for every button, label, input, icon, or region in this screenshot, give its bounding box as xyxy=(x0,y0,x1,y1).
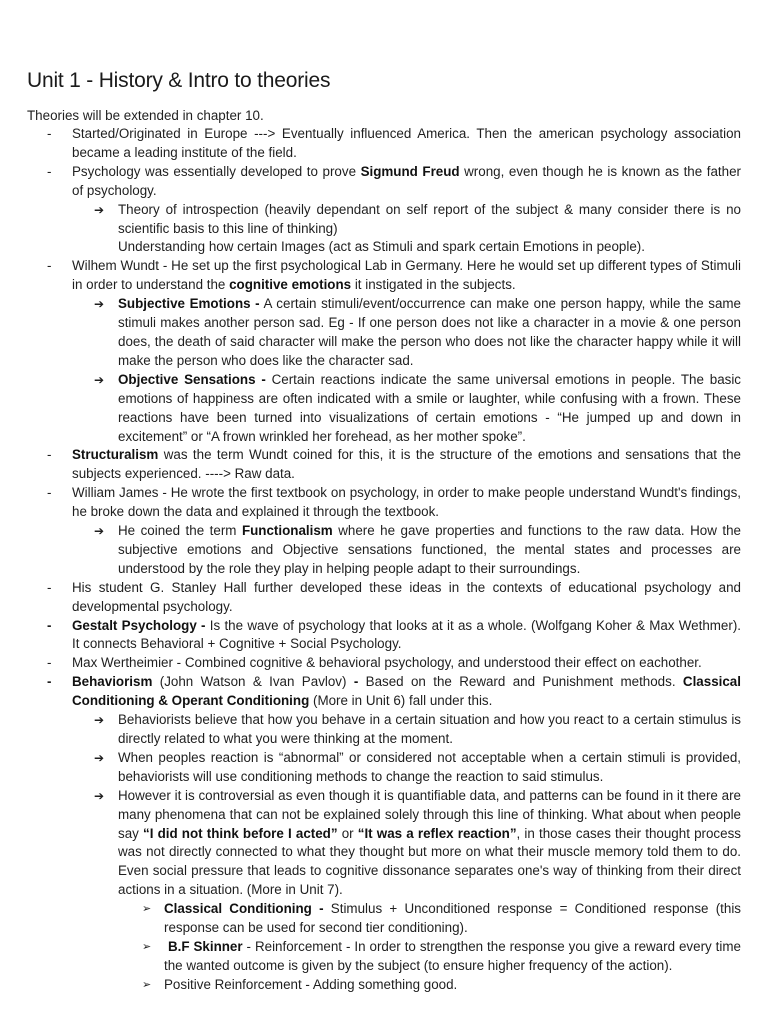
item-text: Max Wertheimier - Combined cognitive & behavioral psychology, and understood their effect on eachother. xyxy=(72,655,702,671)
dash-bullet-icon: - xyxy=(47,447,52,463)
dash-bullet-icon: - xyxy=(47,674,52,690)
bold-term: Functionalism xyxy=(241,523,333,539)
sub-item-behaviorists-believe xyxy=(72,711,741,749)
bold-term: Classical Conditioning & Operant Conditioning xyxy=(72,674,741,709)
dash-bullet-icon: - xyxy=(47,163,52,179)
list-item-wertheimier xyxy=(27,654,741,673)
arrow-bullet-icon: ➔ xyxy=(94,788,105,803)
item-text: Started/Originated in Europe ---> Eventually influenced America. Then the american psychology association became a leading institute of the field. xyxy=(72,126,741,160)
bold-term: - xyxy=(353,674,359,690)
continuation-text: Understanding how certain Images (act as Stimuli and spark certain Emotions in people). xyxy=(118,239,645,255)
item-text: or xyxy=(337,825,358,841)
sub-sub-item-classical-conditioning xyxy=(118,900,741,938)
item-text: He coined the term xyxy=(118,523,242,539)
item-text: (John Watson & Ivan Pavlov) xyxy=(152,674,354,690)
arrow-bullet-icon: ➔ xyxy=(94,713,105,728)
sub-list xyxy=(72,201,741,258)
arrow-bullet-icon: ➔ xyxy=(94,202,105,217)
item-text: Wilhem Wundt - He set up the first psychological Lab in Germany. Here he would set up different types of Stimuli in order to understand the xyxy=(72,258,741,293)
sub-sub-item-bf-skinner xyxy=(118,938,741,976)
item-text: Positive Reinforcement - Adding something good. xyxy=(164,976,458,992)
main-list xyxy=(27,125,741,995)
item-text: (More in Unit 6) fall under this. xyxy=(309,693,493,709)
dash-bullet-icon: - xyxy=(47,126,52,141)
intro-text: Theories will be extended in chapter 10. xyxy=(27,108,264,123)
list-item-stanley-hall xyxy=(27,579,741,617)
item-text: Stimulus + Unconditioned response = Conditioned response (this response can be used for second tier conditioning). xyxy=(164,901,742,936)
triangle-bullet-icon: ➢ xyxy=(142,903,152,916)
arrow-bullet-icon: ➔ xyxy=(94,372,105,387)
bold-term: Classical Conditioning - xyxy=(164,901,324,917)
bold-term: Sigmund Freud xyxy=(360,163,460,179)
sub-item-abnormal-reaction xyxy=(72,749,741,787)
bold-term: Objective Sensations - xyxy=(118,371,266,387)
sub-list xyxy=(72,295,741,446)
item-text: Behaviorists believe that how you behave in a certain situation and how you react to a certain stimulus is directly related to what you were thinking at the moment. xyxy=(118,712,741,746)
list-item-origins xyxy=(27,125,741,163)
arrow-bullet-icon: ➔ xyxy=(94,750,105,765)
bold-term: Gestalt Psychology - xyxy=(72,617,206,633)
triangle-bullet-icon: ➢ xyxy=(142,940,152,953)
item-text: When peoples reaction is “abnormal” or considered not acceptable when a certain stimuli is provided, behaviorists will use conditioning methods to change the reaction to said stimulus. xyxy=(118,749,741,784)
item-text: Theory of introspection (heavily dependant on self report of the subject & many consider there is no scientific basis to this line of thinking) xyxy=(118,201,741,236)
page-title: Unit 1 - History & Intro to theories xyxy=(27,69,331,92)
item-text: His student G. Stanley Hall further developed these ideas in the contexts of educational psychology and developmental psychology. xyxy=(72,579,741,614)
bold-term: cognitive emotions xyxy=(229,277,352,293)
dash-bullet-icon: - xyxy=(47,485,52,501)
dash-bullet-icon: - xyxy=(47,579,52,595)
item-text: - Reinforcement - In order to strengthen the response you give a reward every time the wanted outcome is given by the subject (to ensure higher frequency of the action). xyxy=(164,938,741,973)
list-item-william-james xyxy=(27,484,741,579)
dash-bullet-icon: - xyxy=(47,617,52,633)
list-item-structuralism xyxy=(27,446,741,484)
sub-item-functionalism xyxy=(72,522,741,579)
list-item-behaviorism xyxy=(27,673,741,994)
item-text: Certain reactions indicate the same universal emotions in people. The basic emotions of happiness are often indicated with a smile or laughter, while confusing with a frown. These reactions have been turned into visualizations of certain emotions - “He jumped up and down in excitement” or “A frown wrinkled her forehead, as her mother spoke”. xyxy=(118,371,742,444)
arrow-bullet-icon: ➔ xyxy=(94,524,105,539)
sub-list xyxy=(72,711,741,995)
sub-list xyxy=(72,522,741,579)
bold-term: Behaviorism xyxy=(72,674,153,690)
bold-term: Subjective Emotions - xyxy=(118,296,260,312)
list-item-wundt xyxy=(27,257,741,446)
list-item-freud xyxy=(27,163,741,258)
sub-item-objective-sensations xyxy=(72,371,741,447)
sub-item-subjective-emotions xyxy=(72,295,741,371)
item-text: Psychology was essentially developed to prove xyxy=(72,163,361,179)
item-text: it instigated in the subjects. xyxy=(351,277,516,293)
item-text: William James - He wrote the first textbook on psychology, in order to make people understand Wundt's findings, he broke down the data and explained it through the textbook. xyxy=(72,485,741,520)
sub-item-introspection xyxy=(72,201,741,258)
item-text: Is the wave of psychology that looks at it as a whole. (Wolfgang Koher & Max Wethmer). It connects Behavioral + Cognitive + Social Psychology. xyxy=(72,617,742,652)
sub-sub-list xyxy=(118,900,741,995)
arrow-bullet-icon: ➔ xyxy=(94,297,105,312)
triangle-bullet-icon: ➢ xyxy=(142,978,152,991)
dash-bullet-icon: - xyxy=(47,258,52,274)
list-item-gestalt xyxy=(27,617,741,655)
item-text: However it is controversial as even though it is quantifiable data, and patterns can be found in it there are many phenomena that can not be explained solely through this line of thinking. What about when people say xyxy=(118,787,741,841)
item-text: where he gave properties and functions to the raw data. How the subjective emotions and Objective sensations functioned, the mental states and processes are understood by the role they play in helping people adapt to their surroundings. xyxy=(118,523,742,576)
item-text: was the term Wundt coined for this, it is the structure of the emotions and sensations that the subjects experienced. ----> Raw data. xyxy=(72,447,741,482)
bold-quote: “I did not think before I acted” xyxy=(143,825,338,841)
item-text: , in those cases their thought process was not directly connected to what they thought but more on what their muscle memory told them to do. Even social pressure that leads to cognitive dissonance separates one's way of thinking from their direct actions in a situation. (More in Unit 7). xyxy=(118,825,741,898)
item-text: A certain stimuli/event/occurrence can make one person happy, while the same stimuli makes another person sad. Eg - If one person does not like a character in a movie & one person does, the death of said character will make the person who does not like the character happy while it will make the person who does like the character sad. xyxy=(118,296,741,368)
bold-quote: “It was a reflex reaction” xyxy=(357,825,517,841)
sub-item-controversial xyxy=(72,787,741,995)
sub-sub-item-positive-reinforcement xyxy=(118,976,741,995)
item-text: Based on the Reward and Punishment methods. xyxy=(358,674,683,690)
bold-term: Structuralism xyxy=(72,447,159,463)
bold-term: B.F Skinner xyxy=(167,938,243,954)
document-page xyxy=(27,66,741,995)
item-text: wrong, even though he is known as the father of psychology. xyxy=(72,163,741,198)
dash-bullet-icon: - xyxy=(47,655,52,671)
